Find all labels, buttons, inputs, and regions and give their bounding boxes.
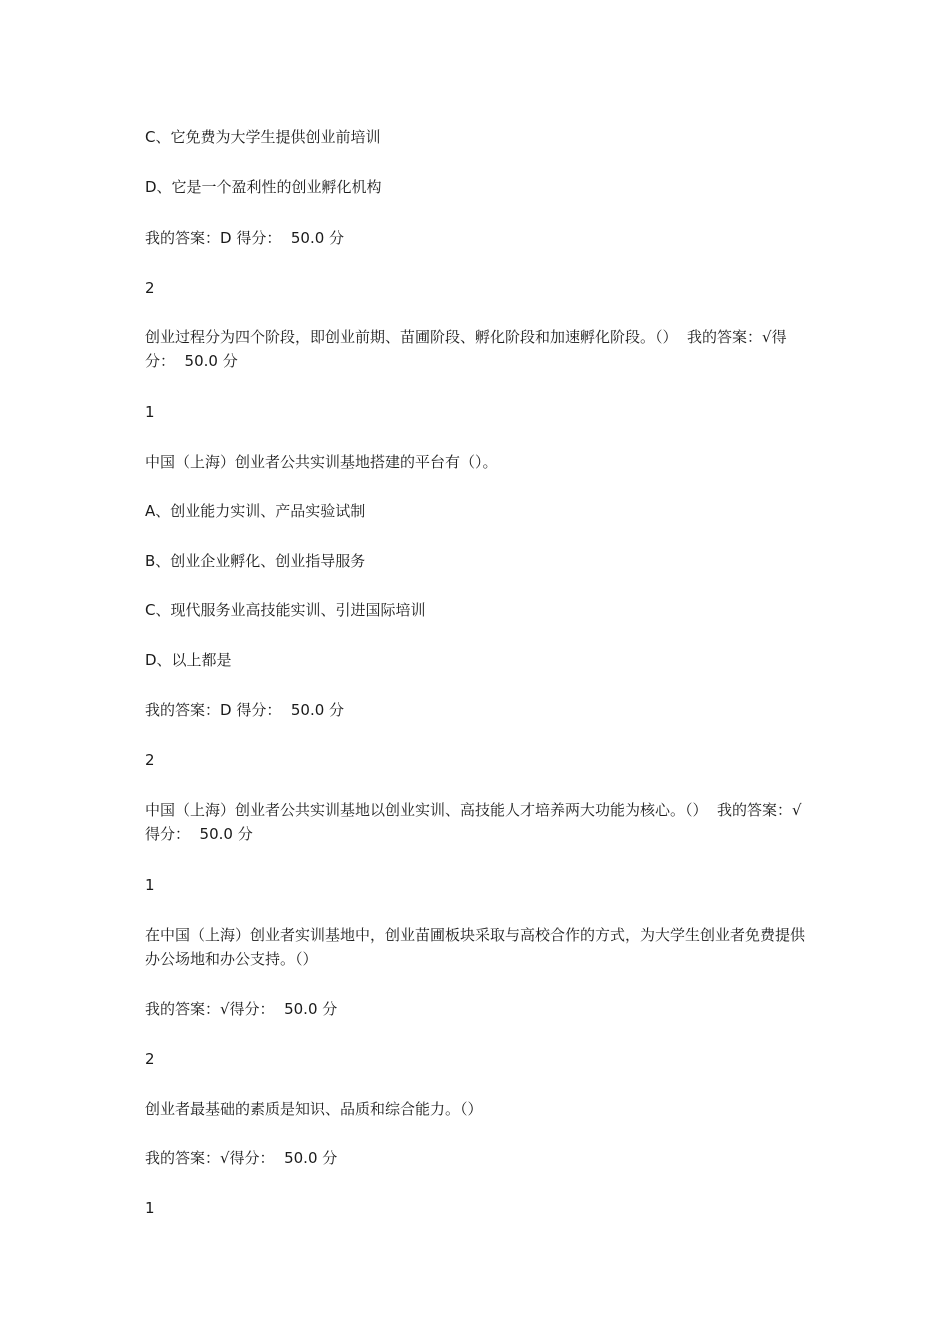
option-c-text: C、它免费为大学生提供创业前培训 [145,128,381,146]
question-number: 2 [145,1050,155,1068]
question-number: 2 [145,279,155,297]
question-text: 创业过程分为四个阶段，即创业前期、苗圃阶段、孵化阶段和加速孵化阶段。（） 我的答案：√得分： 50.0 分 [145,328,787,370]
answer-score-line: 我的答案：D 得分： 50.0 分 [145,229,345,247]
answer-score-line: 我的答案：√得分： 50.0 分 [145,1149,338,1167]
question-number: 2 [145,751,155,769]
option-d-text: D、以上都是 [145,651,232,669]
question-number: 1 [145,403,155,421]
answer-score-line: 我的答案：D 得分： 50.0 分 [145,701,345,719]
option-b-text: B、创业企业孵化、创业指导服务 [145,552,366,570]
question-text: 中国（上海）创业者公共实训基地搭建的平台有（）。 [145,453,498,471]
question-number: 1 [145,876,155,894]
question-text: 创业者最基础的素质是知识、品质和综合能力。（） [145,1100,483,1118]
question-number: 1 [145,1199,155,1217]
option-d-text: D、它是一个盈利性的创业孵化机构 [145,178,382,196]
answer-score-line: 我的答案：√得分： 50.0 分 [145,1000,338,1018]
option-c-text: C、现代服务业高技能实训、引进国际培训 [145,601,426,619]
question-text: 中国（上海）创业者公共实训基地以创业实训、高技能人才培养两大功能为核心。（） 我的答案：√得分： 50.0 分 [145,801,802,843]
option-a-text: A、创业能力实训、产品实验试制 [145,502,366,520]
question-text: 在中国（上海）创业者实训基地中，创业苗圃板块采取与高校合作的方式，为大学生创业者免费提供办公场地和办公支持。（） [145,926,806,968]
